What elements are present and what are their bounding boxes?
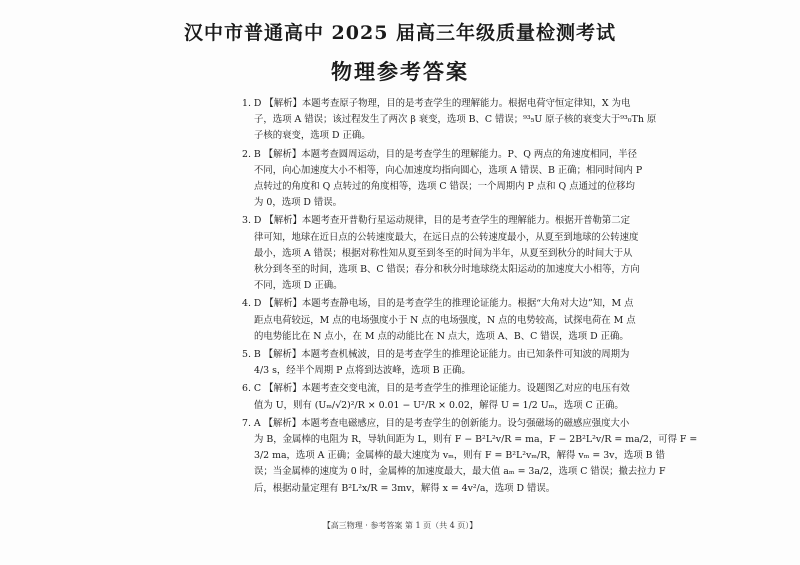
question-line: 后，根据动量定理有 B²L²x/R = 3mv，解得 x = 4v²/a，选项 D 错误。 <box>254 482 556 494</box>
question-line: 距点电荷较远，M 点的电场强度小于 N 点的电场强度，N 点的电势较高，试探电荷在 M 点 <box>254 314 636 326</box>
question-line: 误；当金属棒的速度为 0 时，金属棒的加速度最大，最大值 aₘ = 3a/2，选项 C 错误；撤去拉力 F <box>254 466 666 478</box>
question-line: 3. D 【解析】本题考查开普勒行星运动规律，目的是考查学生的理解能力。根据开普勒第二定 <box>242 215 631 227</box>
question-line: 3/2 ma，选项 A 正确；金属棒的最大速度为 vₘ，则有 F = B²L²vₘ/R，解得 vₘ = 3v，选项 B 错 <box>254 450 665 462</box>
question-line: 6. C 【解析】本题考查交变电流，目的是考查学生的推理论证能力。设题图乙对应的电压有效 <box>242 383 630 395</box>
question-line: 为 0，选项 D 错误。 <box>254 197 343 209</box>
question-7 <box>242 416 698 497</box>
question-1 <box>242 96 657 145</box>
question-4 <box>242 296 636 345</box>
page-footer: 【高三物理 · 参考答案 第 1 页（共 4 页）】 <box>322 521 478 530</box>
question-line: 子核的衰变，选项 D 正确。 <box>254 130 371 142</box>
question-line: 不同，选项 D 正确。 <box>254 280 343 292</box>
question-6 <box>242 381 630 413</box>
question-line: 4/3 s，经半个周期 P 点将到达波峰，选项 B 正确。 <box>254 365 471 377</box>
question-line: 不同，向心加速度大小不相等，向心加速度均指向圆心，选项 A 错误、B 正确；相同时间内 P <box>254 164 643 176</box>
question-line: 2. B 【解析】本题考查圆周运动，目的是考查学生的理解能力。P、Q 两点的角速度相同，半径 <box>242 148 638 160</box>
answer-body <box>242 96 698 499</box>
question-line: 值为 U，则有 (Uₘ/√2)²/R × 0.01 − U²/R × 0.02，解得 U = 1/2 Uₘ，选项 C 正确。 <box>254 399 624 411</box>
question-line: 5. B 【解析】本题考查机械波，目的是考查学生的推理论证能力。由已知条件可知波的周期为 <box>242 349 630 361</box>
question-5 <box>242 347 630 379</box>
question-line: 1. D 【解析】本题考查原子物理，目的是考查学生的理解能力。根据电荷守恒定律知，X 为电 <box>242 98 631 109</box>
question-2 <box>242 147 643 212</box>
answer-title: 物理参考答案 <box>331 59 469 84</box>
question-line: 点转过的角度和 Q 点转过的角度相等，选项 C 错误；一个周期内 P 点和 Q 点通过的位移均 <box>254 181 635 193</box>
exam-title: 汉中市普通高中 2025 届高三年级质量检测考试 <box>183 22 617 44</box>
question-line: 为 B，金属棒的电阻为 R，导轨间距为 L，则有 F − B²L²v/R = ma，F − 2B²L²v/R = ma/2，可得 F = <box>254 434 698 446</box>
question-3 <box>242 213 640 294</box>
question-line: 4. D 【解析】本题考查静电场，目的是考查学生的推理论证能力。根据“大角对大边”知，M 点 <box>242 298 634 310</box>
question-line: 的电势能比在 N 点小，在 M 点的动能比在 N 点大，选项 A、B、C 错误，选项 D 正确。 <box>254 330 629 342</box>
question-line: 秋分到冬至的时间，选项 B、C 错误；春分和秋分时地球绕太阳运动的加速度大小相等，方向 <box>254 264 640 276</box>
question-line: 最小，选项 A 错误；根据对称性知从夏至到冬至的时间为半年，从夏至到秋分的时间大于从 <box>254 247 633 259</box>
question-line: 7. A 【解析】本题考查电磁感应，目的是考查学生的创新能力。设匀强磁场的磁感应强度大小 <box>242 417 630 429</box>
question-line: 律可知，地球在近日点的公转速度最大，在远日点的公转速度最小，从夏至到地球的公转速度 <box>254 231 639 243</box>
question-line: 子，选项 A 错误；该过程发生了两次 β 衰变，选项 B、C 错误；⁹³₅U 原子核的衰变大于⁹³₀Th 原 <box>254 114 657 126</box>
